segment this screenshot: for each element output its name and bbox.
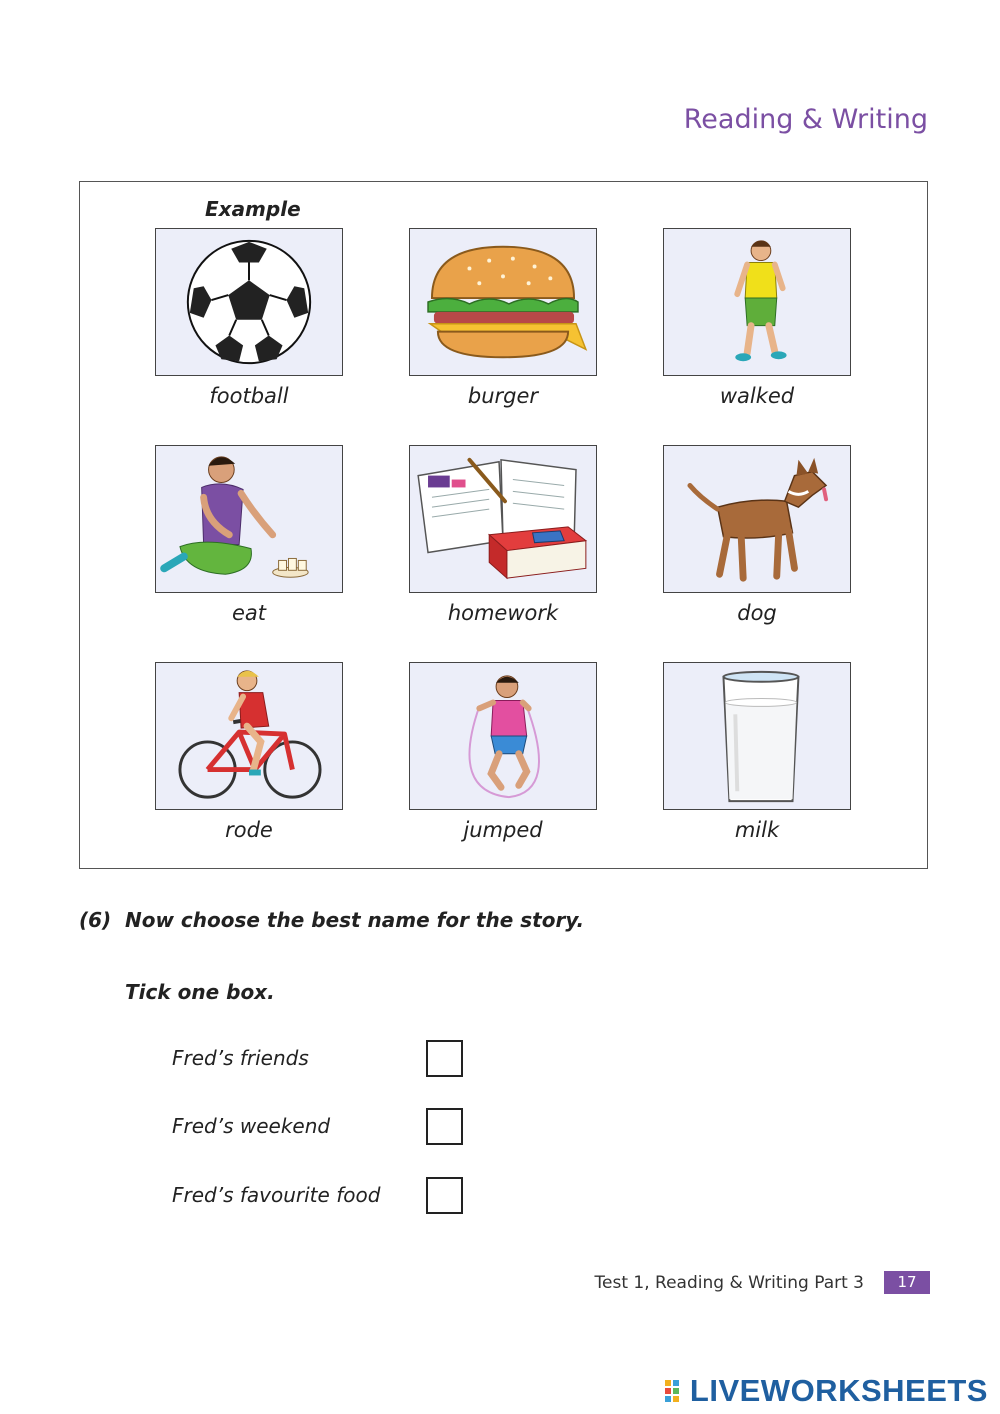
- word-eat: eat: [231, 601, 267, 625]
- word-jumped: jumped: [463, 818, 543, 842]
- picture-rode: [155, 662, 343, 810]
- bicycle-rider-icon: [156, 663, 342, 809]
- option-label-weekend: Fred’s weekend: [172, 1114, 331, 1138]
- books-icon: [410, 446, 596, 592]
- picture-milk: [663, 662, 851, 810]
- picture-homework: [409, 445, 597, 593]
- brand-logo: [664, 1373, 988, 1409]
- page-number: 17: [884, 1271, 930, 1294]
- burger-icon: [410, 229, 596, 375]
- picture-walked: [663, 228, 851, 376]
- picture-dog: [663, 445, 851, 593]
- word-dog: dog: [737, 601, 777, 625]
- footer-text: Test 1, Reading & Writing Part 3: [594, 1273, 864, 1293]
- word-homework: homework: [447, 601, 559, 625]
- tick-box-weekend[interactable]: [426, 1108, 463, 1145]
- section-title: Reading & Writing: [683, 104, 928, 135]
- question-number: (6): [79, 908, 112, 932]
- picture-jumped: [409, 662, 597, 810]
- tick-box-friends[interactable]: [426, 1040, 463, 1077]
- liveworksheets-logo-icon: [664, 1379, 688, 1403]
- tick-box-favourite-food[interactable]: [426, 1177, 463, 1214]
- word-walked: walked: [719, 384, 795, 408]
- walking-boy-icon: [664, 229, 850, 375]
- example-label: Example: [205, 197, 301, 221]
- question: [79, 908, 584, 932]
- picture-football: [155, 228, 343, 376]
- instruction: Tick one box.: [125, 980, 275, 1004]
- eating-boy-icon: [156, 446, 342, 592]
- football-icon: [156, 229, 342, 375]
- dog-icon: [664, 446, 850, 592]
- word-football: football: [209, 384, 289, 408]
- word-rode: rode: [225, 818, 273, 842]
- milk-glass-icon: [664, 663, 850, 809]
- question-text: Now choose the best name for the story.: [125, 908, 585, 932]
- brand-name: LIVEWORKSHEETS: [689, 1373, 988, 1408]
- option-label-favourite-food: Fred’s favourite food: [172, 1183, 381, 1207]
- picture-burger: [409, 228, 597, 376]
- option-label-friends: Fred’s friends: [172, 1046, 309, 1070]
- picture-eat: [155, 445, 343, 593]
- word-milk: milk: [734, 818, 780, 842]
- word-burger: burger: [467, 384, 539, 408]
- skipping-boy-icon: [410, 663, 596, 809]
